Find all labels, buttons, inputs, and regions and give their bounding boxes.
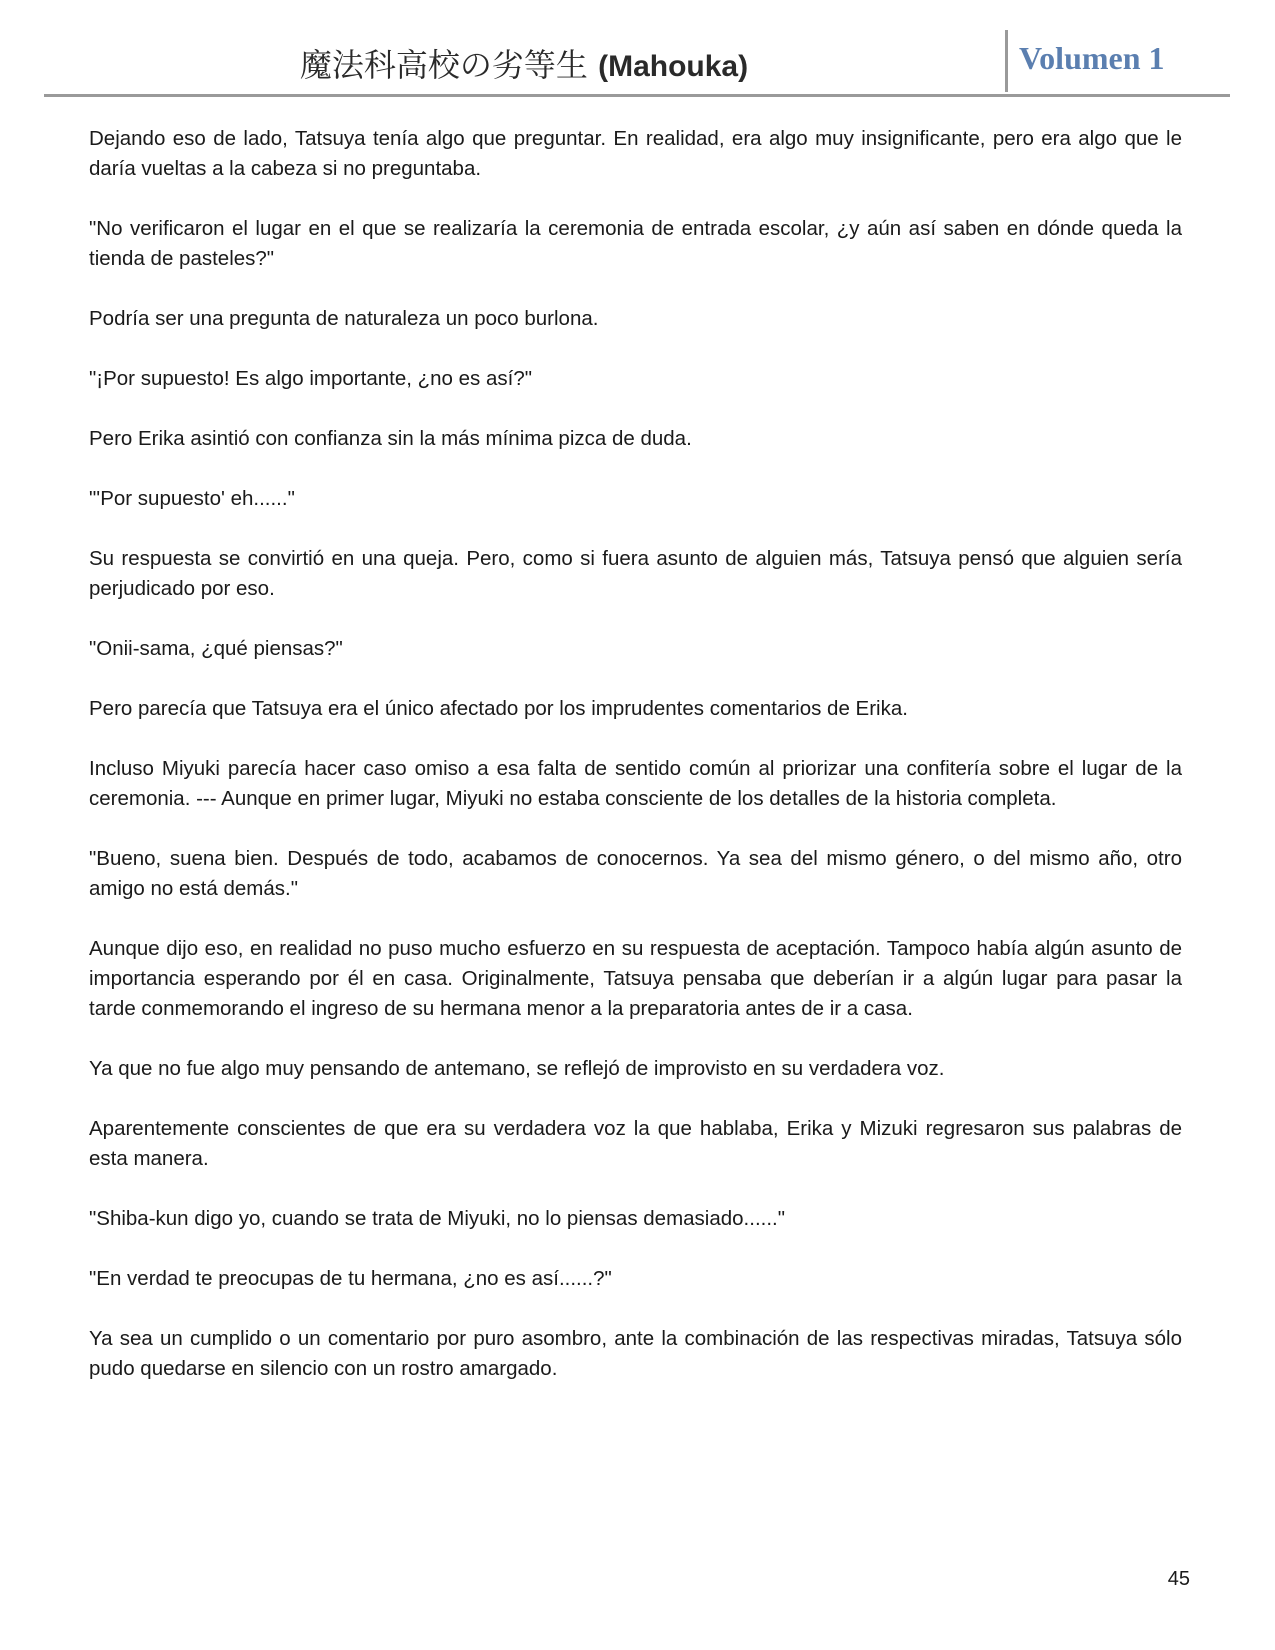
paragraph: Aparentemente conscientes de que era su verdadera voz la que hablaba, Erika y Mizuki regresaron sus palabras de esta manera. [89, 1117, 1182, 1170]
paragraph: "Shiba-kun digo yo, cuando se trata de Miyuki, no lo piensas demasiado......" [89, 1207, 786, 1230]
volume-label: Volumen 1 [1019, 40, 1165, 76]
page-body [89, 124, 1182, 1414]
paragraph: "Onii-sama, ¿qué piensas?" [89, 637, 343, 660]
book-title [44, 40, 1004, 86]
book-title-japanese: 魔法科高校の劣等生 [299, 46, 588, 84]
paragraph: Ya que no fue algo muy pensando de antemano, se reflejó de improvisto en su verdadera voz. [89, 1057, 945, 1080]
paragraph: "'Por supuesto' eh......" [89, 487, 295, 510]
header-divider [1005, 30, 1008, 92]
page-number: 45 [1167, 1568, 1190, 1590]
paragraph: Incluso Miyuki parecía hacer caso omiso a esa falta de sentido común al priorizar una confitería sobre el lugar de la ceremonia. --- Aunque en primer lugar, Miyuki no estaba consciente de los detalles de la historia completa. [89, 757, 1182, 810]
page-header [44, 28, 1230, 97]
paragraph: "¡Por supuesto! Es algo importante, ¿no es así?" [89, 367, 533, 390]
paragraph: Ya sea un cumplido o un comentario por puro asombro, ante la combinación de las respectivas miradas, Tatsuya sólo pudo quedarse en silencio con un rostro amargado. [89, 1327, 1182, 1380]
book-title-latin: (Mahouka) [598, 50, 749, 83]
paragraph: Dejando eso de lado, Tatsuya tenía algo que preguntar. En realidad, era algo muy insignificante, pero era algo que le daría vueltas a la cabeza si no preguntaba. [89, 127, 1182, 180]
paragraph: "En verdad te preocupas de tu hermana, ¿no es así......?" [89, 1267, 612, 1290]
paragraph: Aunque dijo eso, en realidad no puso mucho esfuerzo en su respuesta de aceptación. Tampoco había algún asunto de importancia esperando por él en casa. Originalmente, Tatsuya pensaba que deberían ir a algún lugar para pasar la tarde conmemorando el ingreso de su hermana menor a la preparatoria antes de ir a casa. [89, 937, 1182, 1020]
paragraph: "Bueno, suena bien. Después de todo, acabamos de conocernos. Ya sea del mismo género, o del mismo año, otro amigo no está demás." [89, 847, 1182, 900]
paragraph: Pero parecía que Tatsuya era el único afectado por los imprudentes comentarios de Erika. [89, 697, 908, 720]
paragraph: Podría ser una pregunta de naturaleza un poco burlona. [89, 307, 599, 330]
paragraph: "No verificaron el lugar en el que se realizaría la ceremonia de entrada escolar, ¿y aún así saben en dónde queda la tienda de pasteles?" [89, 217, 1182, 270]
paragraph: Su respuesta se convirtió en una queja. Pero, como si fuera asunto de alguien más, Tatsuya pensó que alguien sería perjudicado por eso. [89, 547, 1182, 600]
paragraph: Pero Erika asintió con confianza sin la más mínima pizca de duda. [89, 427, 692, 450]
